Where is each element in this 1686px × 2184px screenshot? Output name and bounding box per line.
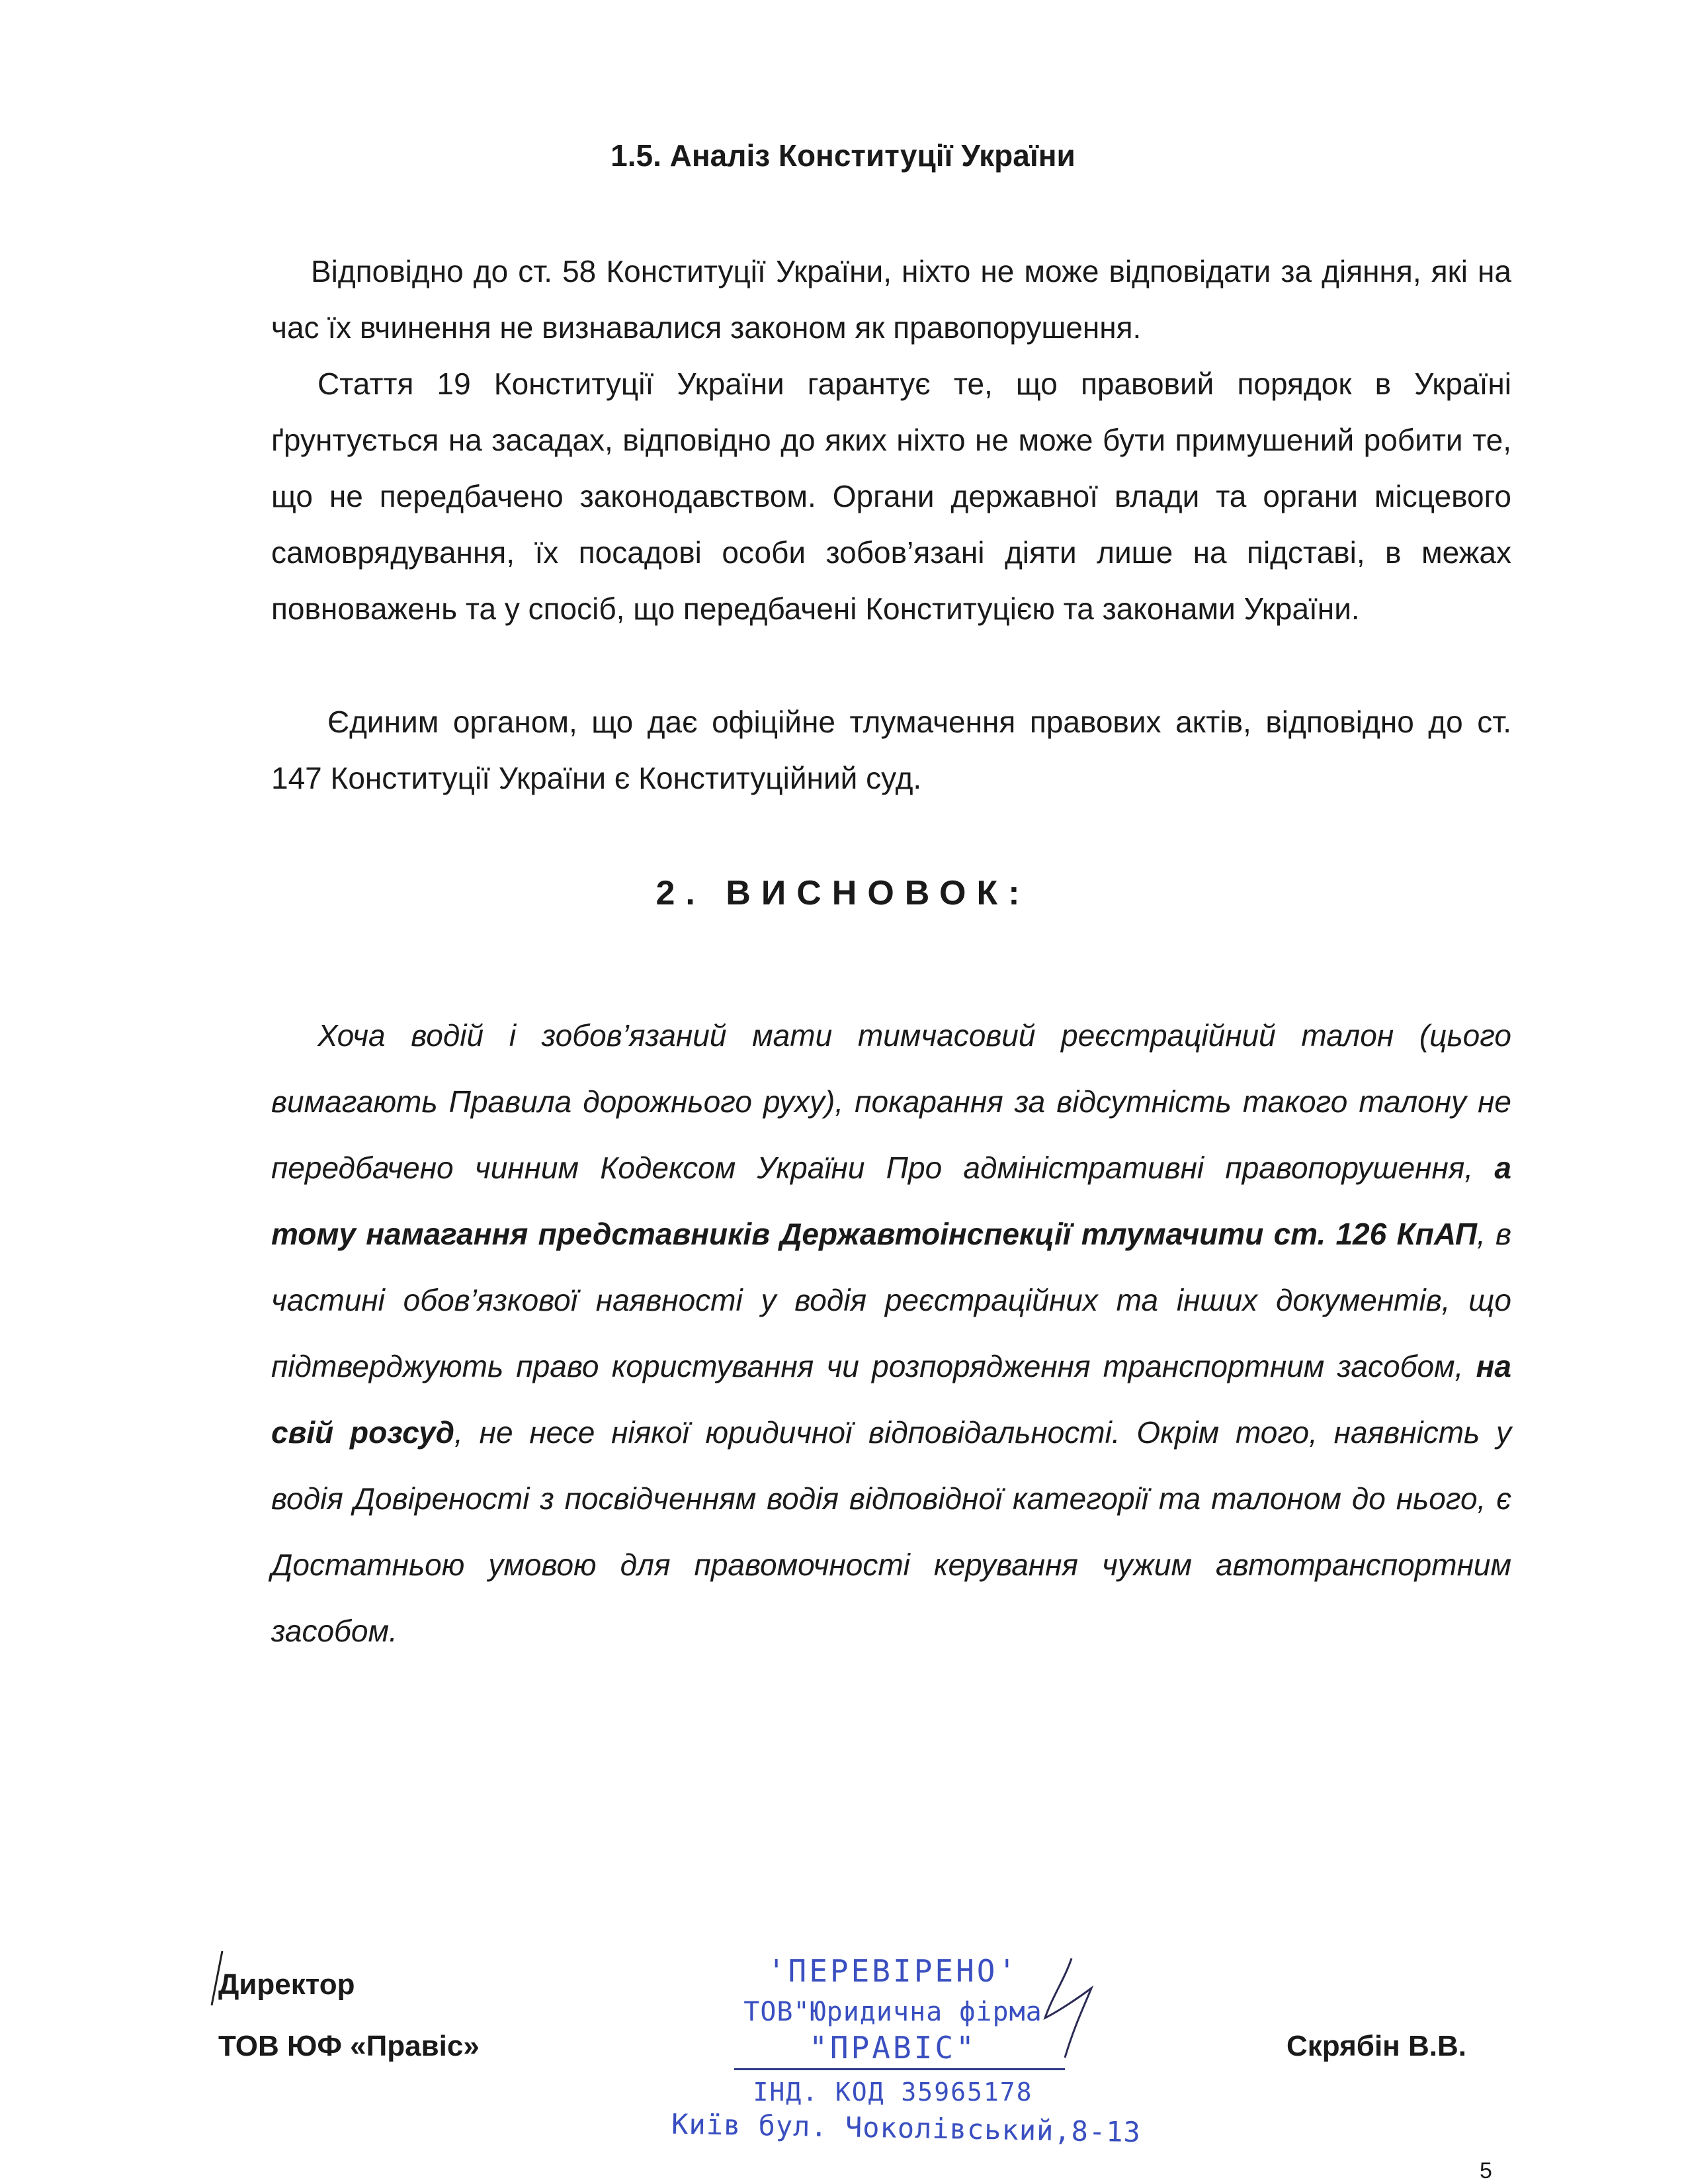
section-title: 1.5. Аналіз Конституції України	[611, 138, 1075, 173]
paragraph-article-58: Відповідно до ст. 58 Конституції України, ніхто не може відповідати за діяння, які на час їх вчинення не визнавалися законом як правопорушення.	[271, 254, 1511, 345]
company-name: ТОВ ЮФ «Правіс»	[218, 2030, 480, 2062]
director-name: Скрябін В.В.	[1286, 2030, 1466, 2062]
paragraph-article-147: Єдиним органом, що дає офіційне тлумачення правових актів, відповідно до ст. 147 Конституції України є Конституційний суд.	[271, 705, 1511, 795]
stamp-line-address: Київ бул. Чоколівський,8-13	[671, 2107, 1142, 2149]
stamp-divider	[734, 2068, 1065, 2070]
conclusion-text-part-1: Хоча водій і зобов’язаний мати тимчасовий реєстраційний талон (цього вимагають Правила дорожнього руху), покарання за відсутність такого талону не передбачено чинним Кодексом України Про адміністративні правопорушення,	[271, 1018, 1511, 1185]
conclusion-text-part-3: , не несе ніякої юридичної відповідальності. Окрім того, наявність у водія Довіреності з посвідченням водія відповідної категорії та талоном до нього, є Достатньою умовою для правомочності керування чужим автотранспортним засобом.	[271, 1415, 1511, 1648]
handwritten-signature	[1025, 1952, 1118, 2064]
conclusion-text	[271, 1002, 1511, 1664]
stamp-line-company: ТОВ"Юридична фірма	[743, 1997, 1042, 2027]
conclusion-bold-part-1: а тому намагання представників Державтоінспекції тлумачити ст. 126 КпАП	[271, 1151, 1511, 1251]
conclusion-text-part-2: , в частині обов’язкової наявності у водія реєстраційних та інших документів, що підтверджують право користування чи розпорядження транспортним засобом,	[271, 1217, 1511, 1383]
conclusion-title: 2. ВИСНОВОК:	[655, 874, 1031, 912]
conclusion-bold-part-2: на свій розсуд	[271, 1349, 1511, 1450]
director-title: Директор	[218, 1968, 355, 2001]
stamp-line-name: "ПРАВІС"	[809, 2030, 977, 2066]
stamp-line-verified: 'ПЕРЕВІРЕНО'	[767, 1953, 1019, 1989]
paragraph-article-19: Стаття 19 Конституції України гарантує те, що правовий порядок в Україні ґрунтується на засадах, відповідно до яких ніхто не може бути примушений робити те, що не передбачено законодавством. Органи державної влади та органи місцевого самоврядування, їх посадові особи зобов’язані діяти лише на підставі, в межах повноважень та у спосіб, що передбачені Конституцією та законами України.	[271, 367, 1511, 626]
page-number: 5	[1480, 2158, 1492, 2183]
stamp-line-code: ІНД. КОД 35965178	[753, 2077, 1033, 2107]
